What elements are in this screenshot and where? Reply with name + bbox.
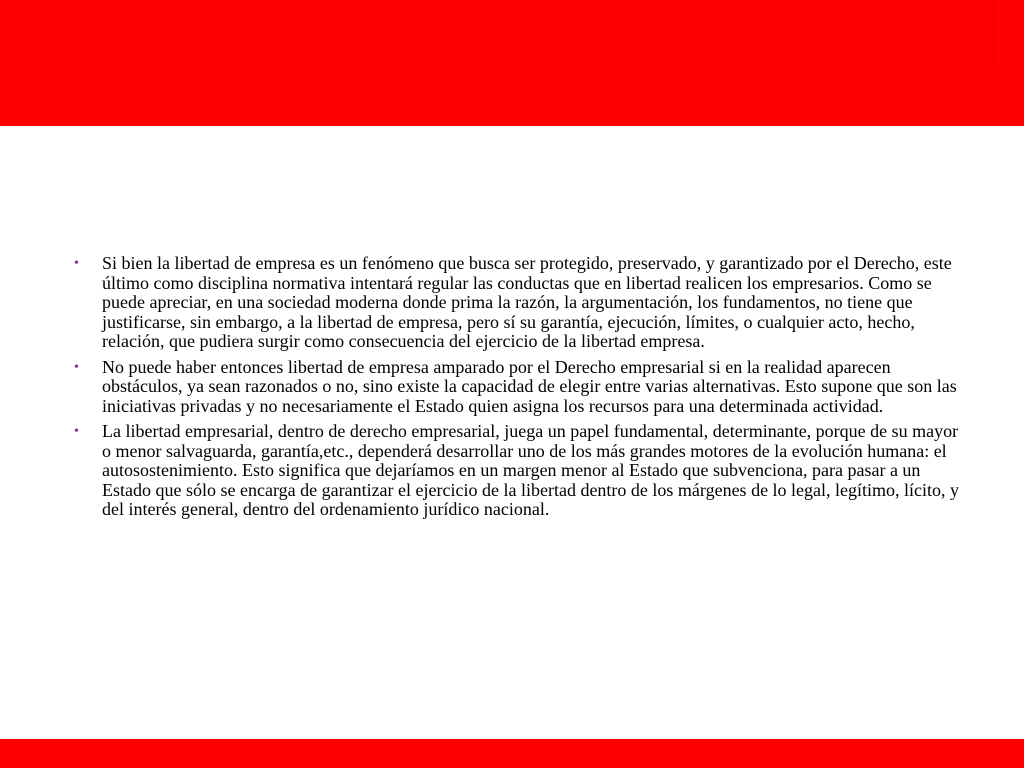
slide-content bbox=[72, 254, 970, 526]
bullet-list bbox=[72, 254, 970, 520]
bullet-icon: • bbox=[74, 359, 79, 375]
bullet-icon: • bbox=[74, 256, 79, 271]
header-divider-line bbox=[993, 0, 994, 66]
bullet-item-3 bbox=[72, 422, 970, 520]
bullet-item-1 bbox=[72, 254, 970, 352]
bullet-icon: • bbox=[74, 424, 79, 439]
bullet-text: Si bien la libertad de empresa es un fenómeno que busca ser protegido, preservado, y garantizado por el Derecho, este último como disciplina normativa intentará regular las conductas que en libertad realicen los empresarios. Como se puede apreciar, en una sociedad moderna donde prima la razón, la argumentación, los fundamentos, no tiene que justificarse, sin embargo, a la libertad de empresa, pero sí su garantía, ejecución, límites, o cualquier acto, hecho, relación, que pudiera surgir como consecuencia del ejercicio de la libertad empresa. bbox=[102, 253, 952, 351]
bullet-item-2 bbox=[72, 358, 970, 417]
bullet-text: La libertad empresarial, dentro de derecho empresarial, juega un papel fundamental, determinante, porque de su mayor o menor salvaguarda, garantía,etc., dependerá desarrollar uno de los más grandes motores de la evolución humana: el autosostenimiento. Esto significa que dejaríamos en un margen menor al Estado que subvenciona, para pasar a un Estado que sólo se encarga de garantizar el ejercicio de la libertad dentro de los márgenes de lo legal, legítimo, lícito, y del interés general, dentro del ordenamiento jurídico nacional. bbox=[102, 421, 960, 519]
footer-band bbox=[0, 739, 1024, 768]
header-band bbox=[0, 0, 1024, 126]
bullet-text: No puede haber entonces libertad de empresa amparado por el Derecho empresarial si en la realidad aparecen obstáculos, ya sean razonados o no, sino existe la capacidad de elegir entre varias alternativas. Esto supone que son las iniciativas privadas y no necesariamente el Estado quien asigna los recursos para una determinada actividad. bbox=[102, 356, 957, 416]
